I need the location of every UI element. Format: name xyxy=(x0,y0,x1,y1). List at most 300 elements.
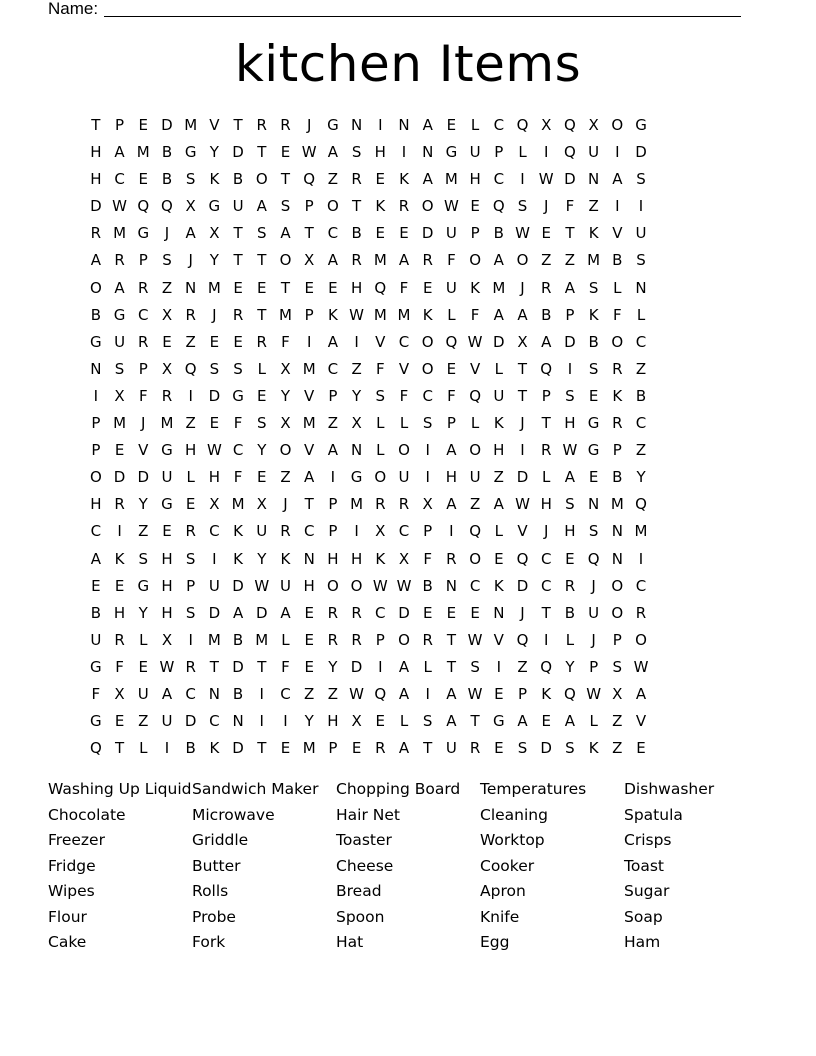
grid-letter: L xyxy=(518,143,527,162)
grid-letter: S xyxy=(588,359,599,378)
grid-letter: V xyxy=(209,116,220,134)
grid-letter: I xyxy=(425,441,430,460)
grid-letter: M xyxy=(207,630,221,649)
grid-letter: S xyxy=(612,657,623,676)
grid-letter: G xyxy=(113,305,126,324)
grid-letter: H xyxy=(493,441,505,460)
grid-letter: E xyxy=(257,468,267,487)
grid-letter: C xyxy=(540,549,552,568)
grid-letter: I xyxy=(638,197,644,216)
word-list-item: Cooker xyxy=(480,856,535,875)
grid-letter: C xyxy=(209,712,220,731)
grid-letter: P xyxy=(589,657,599,676)
grid-letter: K xyxy=(375,197,386,216)
grid-letter: F xyxy=(447,251,456,270)
grid-letter: E xyxy=(185,495,196,514)
grid-letter: I xyxy=(496,657,502,676)
grid-letter: K xyxy=(588,739,599,758)
grid-letter: K xyxy=(470,278,481,297)
grid-letter: N xyxy=(611,522,623,541)
grid-letter: Q xyxy=(564,143,576,162)
grid-letter: R xyxy=(161,386,173,405)
grid-letter: X xyxy=(422,495,433,514)
word-list-item: Freezer xyxy=(48,831,105,849)
grid-letter: Z xyxy=(327,414,339,433)
grid-letter: N xyxy=(350,441,363,460)
grid-letter: J xyxy=(306,116,312,134)
grid-letter: A xyxy=(564,712,576,731)
grid-letter: D xyxy=(137,468,150,487)
word-list-item: Rolls xyxy=(192,882,229,900)
grid-letter: R xyxy=(327,630,339,649)
grid-letter: U xyxy=(398,468,410,487)
grid-letter: V xyxy=(635,712,647,731)
grid-letter: F xyxy=(423,549,433,568)
grid-letter: B xyxy=(232,684,244,703)
grid-letter: W xyxy=(372,576,388,595)
grid-letter: T xyxy=(91,116,101,134)
grid-letter: L xyxy=(376,441,385,460)
grid-letter: F xyxy=(399,278,409,297)
grid-letter: B xyxy=(612,468,623,487)
grid-letter: C xyxy=(540,576,552,595)
grid-letter: A xyxy=(185,224,196,243)
grid-letter: M xyxy=(302,414,316,433)
grid-letter: O xyxy=(89,278,102,297)
grid-letter: O xyxy=(635,630,647,649)
grid-letter: D xyxy=(232,576,244,595)
grid-letter: H xyxy=(374,143,386,162)
grid-letter: E xyxy=(446,116,457,134)
grid-letter: R xyxy=(564,576,576,595)
grid-letter: R xyxy=(446,549,457,568)
grid-letter: A xyxy=(422,170,433,189)
grid-letter: U xyxy=(161,468,173,487)
grid-letter: G xyxy=(184,143,197,162)
grid-letter: P xyxy=(423,522,433,541)
grid-letter: N xyxy=(303,549,315,568)
grid-letter: K xyxy=(209,170,220,189)
grid-letter: C xyxy=(138,305,149,324)
grid-letter: K xyxy=(541,684,552,703)
grid-letter: O xyxy=(611,116,624,134)
grid-letter: K xyxy=(233,522,243,541)
grid-letter: E xyxy=(494,549,504,568)
word-list-item: Griddle xyxy=(192,831,249,849)
grid-letter: M xyxy=(350,495,364,514)
grid-letter: M xyxy=(610,495,624,514)
grid-letter: L xyxy=(139,739,148,758)
grid-letter: C xyxy=(422,386,433,405)
grid-letter: I xyxy=(567,359,573,378)
grid-letter: H xyxy=(161,549,173,568)
grid-letter: X xyxy=(351,712,362,731)
grid-letter: L xyxy=(565,630,575,649)
word-list-item: Chopping Board xyxy=(336,780,461,798)
grid-letter: Q xyxy=(137,197,150,216)
grid-letter: H xyxy=(564,414,576,433)
grid-row xyxy=(84,166,653,193)
grid-letter: R xyxy=(469,739,481,758)
grid-letter: E xyxy=(114,576,125,595)
grid-letter: K xyxy=(612,386,623,405)
grid-letter: R xyxy=(540,278,552,297)
grid-letter: D xyxy=(90,197,102,216)
grid-letter: T xyxy=(233,251,243,270)
grid-row xyxy=(84,356,653,383)
grid-letter: O xyxy=(469,441,481,460)
word-list-item: Fork xyxy=(192,933,226,951)
grid-letter: Q xyxy=(374,278,387,297)
grid-letter: K xyxy=(588,305,599,324)
word-list-item: Washing Up Liquid xyxy=(48,780,192,798)
grid-letter: Z xyxy=(493,468,504,487)
grid-letter: J xyxy=(520,278,525,297)
grid-letter: J xyxy=(591,630,596,649)
grid-letter: A xyxy=(327,332,339,351)
grid-letter: W xyxy=(467,630,483,649)
grid-letter: T xyxy=(257,251,267,270)
grid-letter: K xyxy=(209,739,220,758)
grid-letter: X xyxy=(612,684,623,703)
grid-letter: H xyxy=(90,170,102,189)
grid-letter: O xyxy=(374,468,387,487)
grid-letter: T xyxy=(209,657,219,676)
grid-letter: E xyxy=(209,414,220,433)
grid-letter: P xyxy=(91,414,101,433)
grid-letter: W xyxy=(159,657,175,676)
grid-letter: B xyxy=(161,143,173,162)
grid-letter: F xyxy=(138,386,148,405)
grid-letter: R xyxy=(351,630,362,649)
grid-letter: K xyxy=(327,305,338,324)
grid-letter: P xyxy=(304,305,314,324)
grid-letter: I xyxy=(354,522,359,541)
grid-row xyxy=(84,302,653,329)
grid-letter: T xyxy=(257,657,267,676)
grid-letter: R xyxy=(635,603,647,622)
grid-letter: E xyxy=(422,278,433,297)
grid-letter: I xyxy=(615,197,620,216)
grid-letter: C xyxy=(493,170,505,189)
grid-letter: R xyxy=(540,441,552,460)
grid-letter: T xyxy=(423,739,433,758)
grid-letter: N xyxy=(232,712,244,731)
grid-letter: V xyxy=(493,630,504,649)
grid-letter: I xyxy=(188,630,193,649)
grid-letter: A xyxy=(114,278,125,297)
grid-letter: I xyxy=(449,522,454,541)
word-column xyxy=(192,777,336,956)
grid-letter: O xyxy=(421,197,434,216)
grid-letter: M xyxy=(444,170,458,189)
grid-letter: N xyxy=(422,143,434,162)
grid-letter: I xyxy=(520,441,525,460)
grid-letter: M xyxy=(302,359,316,378)
grid-letter: R xyxy=(114,495,125,514)
grid-letter: Z xyxy=(351,359,362,378)
grid-letter: M xyxy=(136,143,150,162)
grid-letter: A xyxy=(493,305,504,324)
grid-letter: Y xyxy=(636,468,646,487)
grid-letter: A xyxy=(564,468,576,487)
grid-letter: I xyxy=(283,712,288,731)
grid-letter: F xyxy=(375,359,385,378)
grid-letter: I xyxy=(520,170,525,189)
grid-letter: G xyxy=(137,576,150,595)
grid-letter: P xyxy=(494,143,504,162)
grid-row xyxy=(84,139,653,166)
grid-letter: S xyxy=(422,414,433,433)
grid-letter: E xyxy=(257,278,267,297)
grid-letter: E xyxy=(91,576,101,595)
grid-letter: C xyxy=(209,522,220,541)
grid-letter: W xyxy=(515,224,530,243)
grid-letter: U xyxy=(208,576,220,595)
grid-letter: C xyxy=(635,414,647,433)
grid-row xyxy=(84,193,653,220)
grid-letter: Q xyxy=(516,116,529,134)
grid-letter: O xyxy=(398,630,410,649)
grid-letter: Y xyxy=(565,657,575,676)
grid-letter: T xyxy=(470,712,480,731)
grid-letter: S xyxy=(233,359,243,378)
grid-letter: Q xyxy=(303,170,316,189)
grid-letter: M xyxy=(373,251,387,270)
grid-letter: U xyxy=(90,630,102,649)
grid-letter: V xyxy=(469,359,481,378)
grid-letter: E xyxy=(138,657,148,676)
grid-letter: V xyxy=(517,522,528,541)
grid-letter: O xyxy=(326,197,339,216)
grid-letter: M xyxy=(587,251,601,270)
grid-letter: J xyxy=(520,414,525,433)
grid-letter: A xyxy=(635,684,647,703)
grid-letter: P xyxy=(138,251,148,270)
grid-letter: I xyxy=(378,657,383,676)
grid-letter: Q xyxy=(635,495,647,514)
grid-letter: A xyxy=(90,549,101,568)
grid-letter: Z xyxy=(541,251,552,270)
grid-letter: F xyxy=(91,684,101,703)
grid-letter: A xyxy=(541,332,552,351)
grid-letter: G xyxy=(208,197,221,216)
grid-letter: B xyxy=(185,739,196,758)
word-list-item: Fridge xyxy=(48,856,96,875)
word-list-item: Flour xyxy=(48,907,87,926)
grid-letter: M xyxy=(184,116,198,134)
word-list-item: Sugar xyxy=(624,882,670,900)
grid-letter: A xyxy=(161,684,173,703)
grid-letter: M xyxy=(634,522,648,541)
grid-letter: R xyxy=(138,278,149,297)
grid-letter: E xyxy=(280,739,291,758)
grid-letter: B xyxy=(564,603,576,622)
grid-letter: J xyxy=(283,495,288,514)
grid-letter: F xyxy=(565,197,575,216)
grid-letter: E xyxy=(422,603,433,622)
grid-letter: S xyxy=(185,603,196,622)
grid-letter: H xyxy=(350,549,363,568)
word-list-item: Worktop xyxy=(480,831,545,849)
grid-letter: Z xyxy=(635,359,647,378)
grid-letter: D xyxy=(421,224,434,243)
grid-letter: L xyxy=(542,468,551,487)
grid-letter: I xyxy=(188,386,193,405)
grid-letter: T xyxy=(446,630,456,649)
grid-letter: N xyxy=(90,359,102,378)
grid-letter: J xyxy=(141,414,146,433)
grid-letter: S xyxy=(636,251,646,270)
grid-letter: G xyxy=(635,116,647,134)
grid-letter: Z xyxy=(588,197,599,216)
grid-letter: L xyxy=(257,359,266,378)
grid-letter: A xyxy=(398,739,410,758)
grid-letter: W xyxy=(396,576,412,595)
grid-letter: L xyxy=(589,712,598,731)
grid-letter: Z xyxy=(635,441,647,460)
grid-letter: R xyxy=(351,170,362,189)
grid-letter: U xyxy=(493,386,505,405)
grid-row xyxy=(84,464,653,491)
grid-letter: H xyxy=(161,576,173,595)
grid-letter: U xyxy=(635,224,647,243)
grid-letter: X xyxy=(209,224,220,243)
grid-letter: U xyxy=(445,224,457,243)
grid-letter: N xyxy=(398,116,410,134)
grid-letter: R xyxy=(280,116,291,134)
grid-letter: Z xyxy=(564,251,576,270)
grid-letter: L xyxy=(399,712,409,731)
grid-letter: S xyxy=(565,739,575,758)
grid-letter: B xyxy=(541,305,552,324)
grid-letter: D xyxy=(255,603,268,622)
grid-letter: Z xyxy=(327,170,339,189)
word-list-item: Microwave xyxy=(192,805,275,824)
grid-letter: S xyxy=(375,386,386,405)
grid-letter: N xyxy=(588,170,600,189)
grid-letter: W xyxy=(443,197,459,216)
grid-letter: D xyxy=(232,143,244,162)
grid-letter: L xyxy=(613,278,622,297)
grid-letter: Q xyxy=(492,197,505,216)
grid-letter: X xyxy=(588,116,599,134)
grid-letter: E xyxy=(233,332,243,351)
grid-letter: Z xyxy=(161,278,173,297)
grid-letter: A xyxy=(327,251,339,270)
grid-letter: X xyxy=(161,630,173,649)
grid-letter: G xyxy=(492,712,505,731)
grid-letter: F xyxy=(233,414,243,433)
grid-letter: D xyxy=(564,332,576,351)
grid-letter: N xyxy=(445,576,458,595)
grid-letter: P xyxy=(304,197,314,216)
grid-letter: X xyxy=(114,386,125,405)
grid-letter: R xyxy=(422,630,433,649)
grid-letter: P xyxy=(446,414,456,433)
grid-letter: S xyxy=(470,657,480,676)
grid-row xyxy=(84,410,653,437)
grid-letter: E xyxy=(446,359,457,378)
grid-letter: J xyxy=(543,522,549,541)
grid-letter: I xyxy=(615,143,620,162)
grid-letter: T xyxy=(257,305,267,324)
grid-letter: Z xyxy=(517,657,528,676)
grid-letter: Y xyxy=(352,386,362,405)
grid-letter: K xyxy=(280,549,291,568)
grid-letter: C xyxy=(185,684,196,703)
grid-letter: R xyxy=(185,522,196,541)
grid-letter: D xyxy=(184,712,197,731)
grid-letter: R xyxy=(280,522,291,541)
grid-letter: S xyxy=(185,549,196,568)
letter-grid xyxy=(84,112,653,762)
grid-letter: C xyxy=(635,332,647,351)
grid-letter: Y xyxy=(138,495,148,514)
word-list-item: Knife xyxy=(480,907,520,926)
grid-letter: Q xyxy=(564,684,576,703)
grid-letter: Q xyxy=(540,359,553,378)
grid-letter: A xyxy=(327,143,339,162)
word-list-item: Butter xyxy=(192,856,241,875)
word-column xyxy=(480,777,624,956)
word-list-item: Wipes xyxy=(48,882,95,900)
grid-letter: G xyxy=(90,332,102,351)
grid-letter: B xyxy=(232,630,244,649)
grid-letter: N xyxy=(185,278,197,297)
name-underline xyxy=(104,16,741,17)
grid-letter: C xyxy=(232,441,244,460)
grid-letter: P xyxy=(470,224,480,243)
grid-letter: G xyxy=(161,441,173,460)
grid-letter: E xyxy=(446,603,457,622)
grid-letter: U xyxy=(469,468,481,487)
grid-letter: P xyxy=(138,359,148,378)
word-list-item: Crisps xyxy=(624,831,672,849)
grid-letter: R xyxy=(398,495,410,514)
grid-letter: D xyxy=(113,468,126,487)
grid-letter: P xyxy=(375,630,385,649)
grid-letter: D xyxy=(161,116,173,134)
word-list-item: Spoon xyxy=(336,907,385,926)
grid-row xyxy=(84,112,653,139)
grid-letter: T xyxy=(446,657,456,676)
grid-letter: R xyxy=(612,359,623,378)
grid-letter: R xyxy=(375,739,386,758)
grid-letter: E xyxy=(138,116,148,134)
grid-letter: I xyxy=(543,630,549,649)
grid-letter: A xyxy=(493,251,504,270)
grid-letter: D xyxy=(635,143,647,162)
grid-letter: A xyxy=(232,603,244,622)
grid-letter: U xyxy=(137,684,149,703)
grid-letter: B xyxy=(635,386,647,405)
grid-letter: M xyxy=(207,278,221,297)
grid-letter: O xyxy=(469,251,481,270)
grid-row xyxy=(84,491,653,518)
grid-letter: E xyxy=(162,332,172,351)
grid-letter: H xyxy=(185,441,197,460)
grid-letter: A xyxy=(446,441,457,460)
grid-letter: C xyxy=(375,603,386,622)
grid-letter: S xyxy=(517,197,528,216)
grid-letter: P xyxy=(115,116,125,134)
grid-letter: L xyxy=(376,414,385,433)
grid-letter: A xyxy=(422,116,433,134)
grid-letter: E xyxy=(636,739,646,758)
grid-letter: K xyxy=(233,549,243,568)
grid-letter: R xyxy=(256,332,267,351)
